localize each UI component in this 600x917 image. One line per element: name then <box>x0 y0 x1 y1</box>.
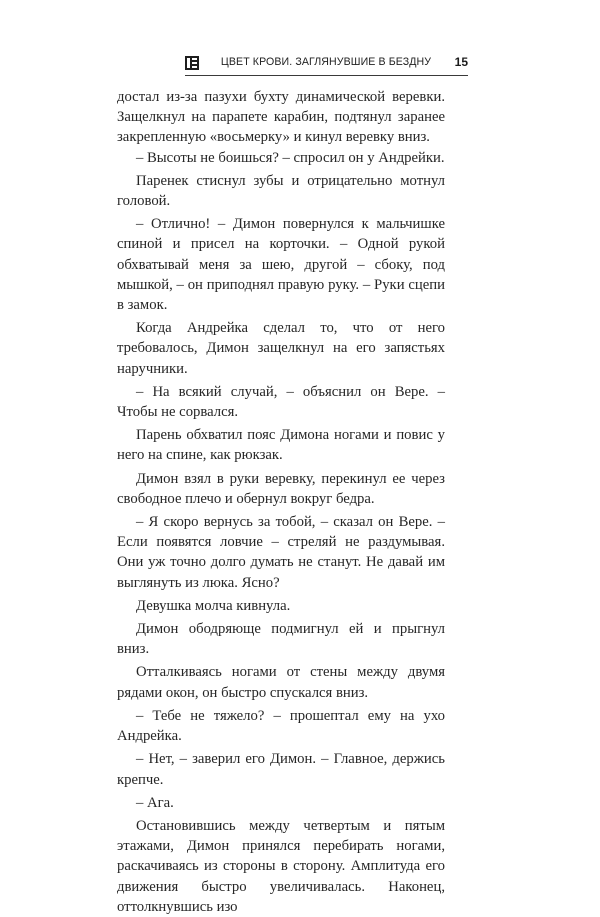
publisher-logo-icon <box>185 56 199 70</box>
page-number: 15 <box>454 55 468 69</box>
paragraph: Когда Андрейка сделал то, что от него требовалось, Димон защелкнул на его запястьях наручники. <box>117 320 445 377</box>
paragraph: Остановившись между четвертым и пятым этажами, Димон принялся перебирать ногами, раскачиваясь из стороны в сторону. Амплитуда его движения быстро увеличивалась. Наконец, оттолкнувшись изо <box>117 817 445 915</box>
running-title: ЦВЕТ КРОВИ. ЗАГЛЯНУВШИЕ В БЕЗДНУ <box>220 56 432 68</box>
paragraph: – На всякий случай, – объяснил он Вере. – Чтобы не сорвался. <box>117 383 445 421</box>
paragraph: – Я скоро вернусь за тобой, – сказал он Вере. – Если появятся ловчие – стреляй не раздумывая. Они уж точно долго думать не станут. Не давай им выглянуть из люка. Ясно? <box>117 514 445 591</box>
paragraph: Димон взял в руки веревку, перекинул ее через свободное плечо и обернул вокруг бедра. <box>117 470 445 507</box>
paragraph: Паренек стиснул зубы и отрицательно мотнул головой. <box>117 172 445 210</box>
paragraph: – Ага. <box>136 794 174 811</box>
paragraph: – Высоты не боишься? – спросил он у Андрейки. <box>136 149 445 166</box>
body-text <box>117 87 445 917</box>
paragraph: достал из-за пазухи бухту динамической веревки. Защелкнул на парапете карабин, подтянул заранее закрепленную «восьмерку» и кинул веревку вниз. <box>117 89 445 146</box>
paragraph: – Нет, – заверил его Димон. – Главное, держись крепче. <box>117 751 445 788</box>
paragraph: Отталкиваясь ногами от стены между двумя рядами окон, он быстро спускался вниз. <box>117 664 445 701</box>
paragraph: Парень обхватил пояс Димона ногами и повис у него на спине, как рюкзак. <box>117 427 445 464</box>
paragraph: Девушка молча кивнула. <box>136 597 291 614</box>
header-divider <box>185 75 468 76</box>
paragraph: – Тебе не тяжело? – прошептал ему на ухо Андрейка. <box>117 707 445 745</box>
paragraph: Димон ободряюще подмигнул ей и прыгнул вниз. <box>117 621 445 658</box>
paragraph: – Отлично! – Димон повернулся к мальчишке спиной и присел на корточки. – Одной рукой обхватывай меня за шею, другой – сбоку, под мышкой, – он приподнял правую руку. – Руки сцепи в замок. <box>117 216 445 314</box>
running-header <box>185 55 468 73</box>
